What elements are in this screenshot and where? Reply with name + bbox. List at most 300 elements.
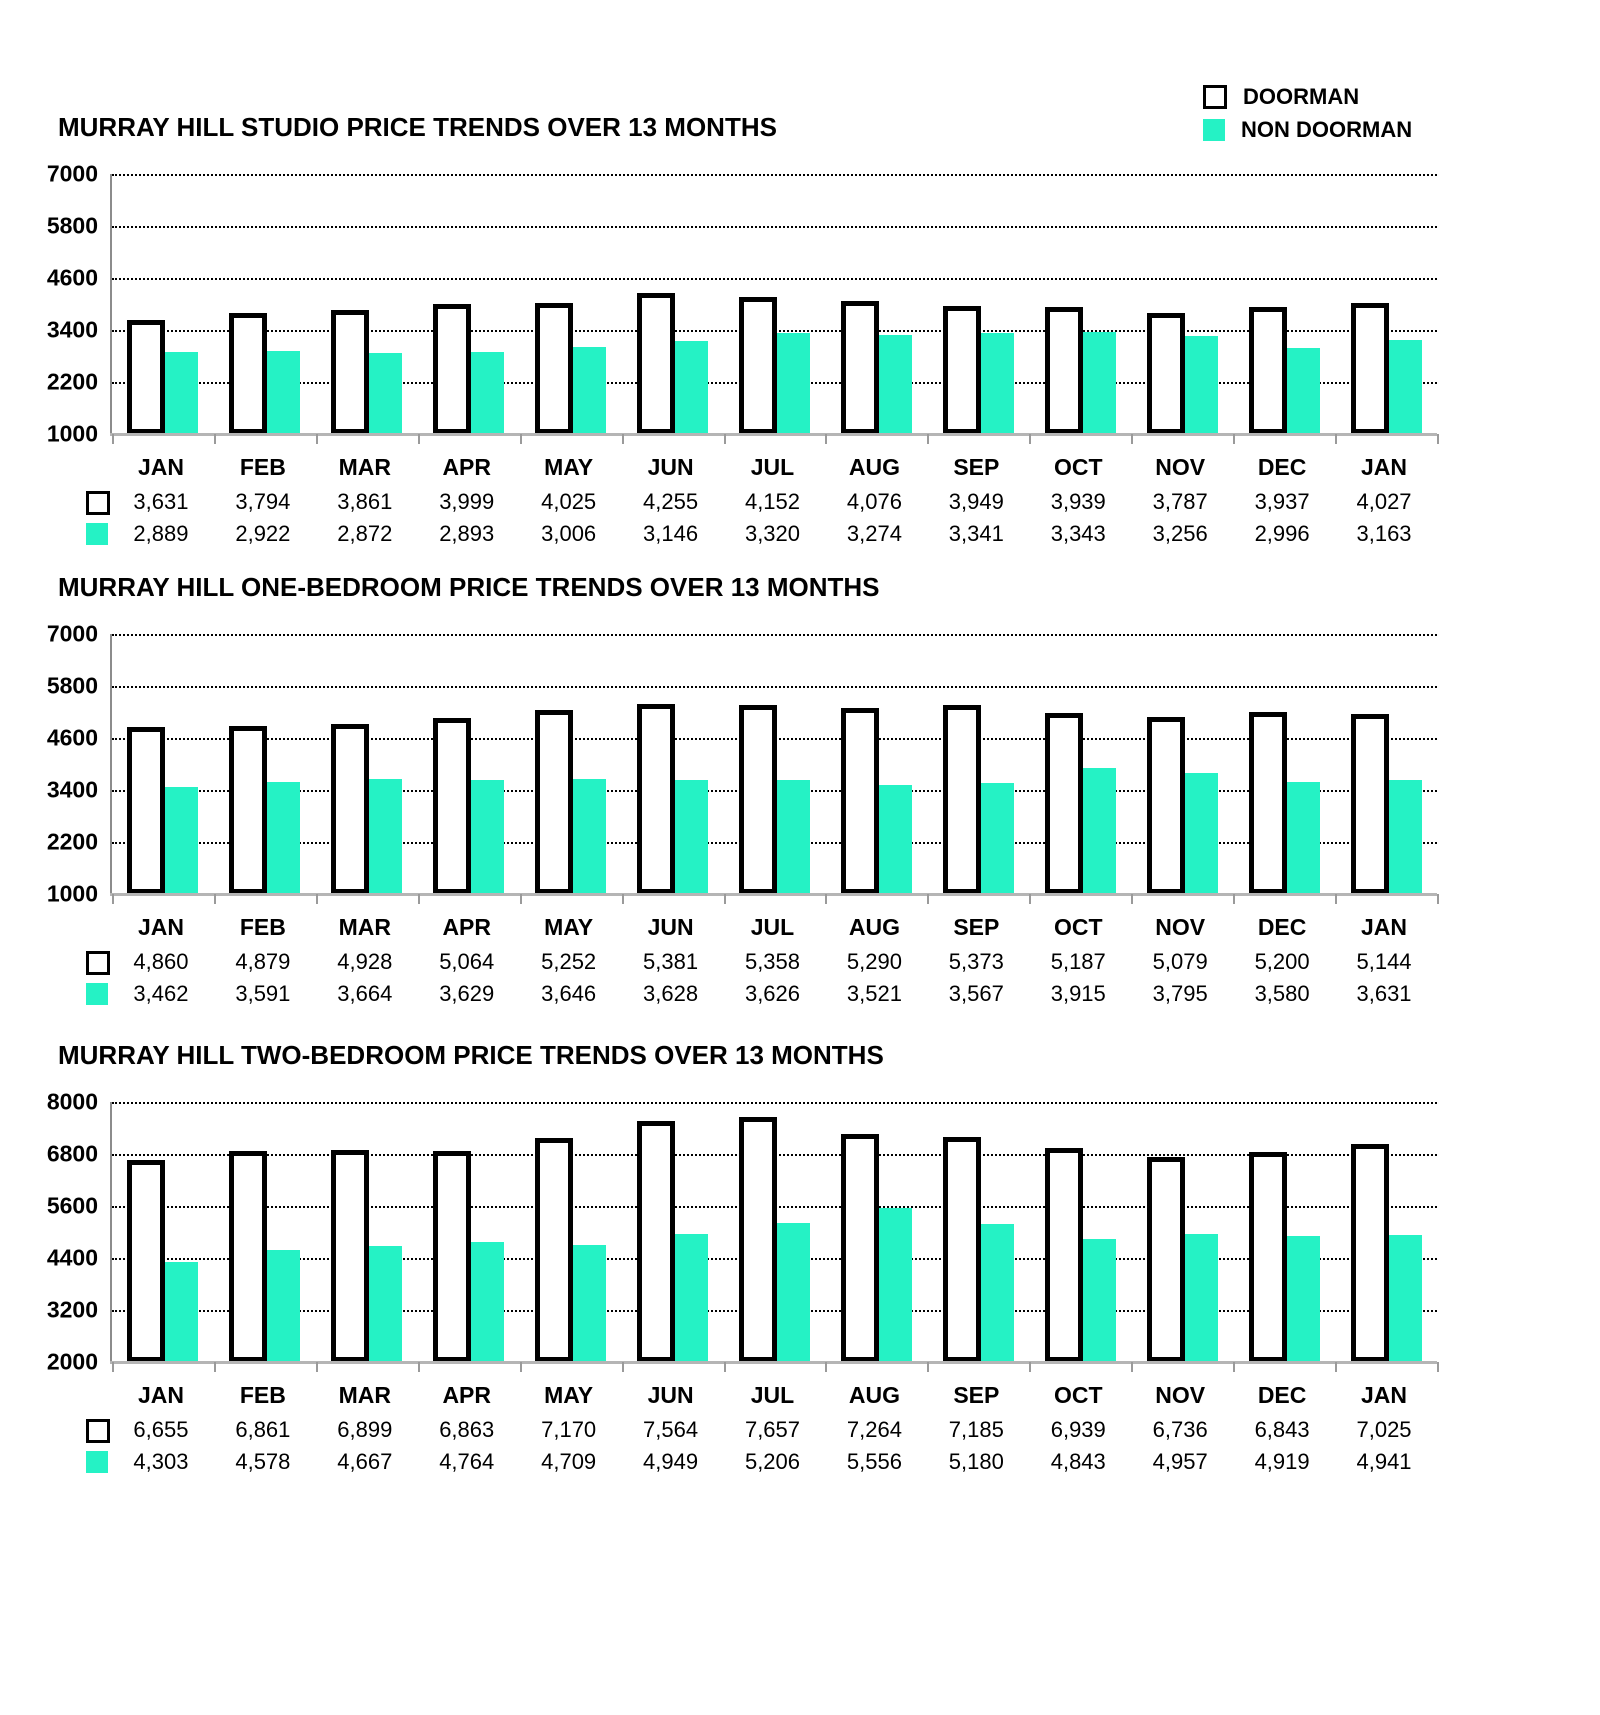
doorman-bar <box>1249 712 1287 894</box>
doorman-value-row <box>0 949 1600 977</box>
doorman-values <box>110 489 1435 515</box>
chart-title: MURRAY HILL STUDIO PRICE TRENDS OVER 13 MONTHS <box>58 112 777 142</box>
x-tick <box>1437 434 1439 444</box>
bar-group <box>112 727 214 894</box>
bar-group <box>1131 1157 1233 1362</box>
doorman-bar <box>433 718 471 894</box>
doorman-bar <box>841 708 879 894</box>
y-tick-label: 2000 <box>46 1348 98 1375</box>
doorman-value: 3,937 <box>1254 489 1310 514</box>
x-tick <box>316 894 318 904</box>
x-tick <box>1029 894 1031 904</box>
month-label: NOV <box>1155 1382 1206 1408</box>
month-label: OCT <box>1053 454 1103 480</box>
x-tick <box>927 894 929 904</box>
month-label: SEP <box>953 1382 1000 1408</box>
month-label: JAN <box>1361 914 1408 940</box>
month-label: DEC <box>1257 1382 1307 1408</box>
y-tick-label: 1000 <box>46 880 98 907</box>
month-label: FEB <box>239 454 286 480</box>
doorman-bar <box>1147 717 1185 894</box>
month-label: SEP <box>953 454 1000 480</box>
x-axis-labels <box>110 914 1435 941</box>
bar-group <box>622 1121 724 1362</box>
doorman-bar <box>1351 1144 1389 1362</box>
doorman-value: 7,564 <box>643 1417 699 1442</box>
y-tick-label: 3400 <box>46 776 98 803</box>
non-doorman-value: 5,180 <box>948 1449 1004 1474</box>
doorman-bar <box>943 1137 981 1362</box>
bar-group <box>724 1117 826 1362</box>
doorman-row-swatch-icon <box>86 491 110 515</box>
x-tick <box>1131 894 1133 904</box>
x-tick <box>1335 894 1337 904</box>
bar-group <box>1233 307 1335 434</box>
doorman-value: 6,736 <box>1152 1417 1208 1442</box>
bar-group <box>1233 1152 1335 1362</box>
month-label: MAR <box>338 914 391 940</box>
month-label: APR <box>442 1382 491 1408</box>
non-doorman-bar <box>675 780 708 894</box>
month-label: JAN <box>1361 454 1408 480</box>
x-tick <box>1233 1362 1235 1372</box>
two-bedroom-chart-section <box>0 1040 1600 1490</box>
y-tick-label: 7000 <box>46 620 98 647</box>
non-doorman-bar <box>1185 1234 1218 1362</box>
non-doorman-value: 3,343 <box>1050 521 1106 546</box>
bar-group <box>825 301 927 434</box>
doorman-value: 6,863 <box>439 1417 495 1442</box>
bar-group <box>520 1138 622 1362</box>
doorman-bar <box>739 705 777 894</box>
non-doorman-value-row <box>0 1449 1600 1477</box>
doorman-bar <box>1045 307 1083 434</box>
month-label: OCT <box>1053 914 1103 940</box>
non-doorman-value: 3,646 <box>541 981 597 1006</box>
non-doorman-row-swatch-icon <box>86 523 108 545</box>
y-tick-label: 5800 <box>46 212 98 239</box>
doorman-bar <box>637 704 675 894</box>
gridline <box>112 174 1437 176</box>
non-doorman-value: 4,949 <box>643 1449 699 1474</box>
bar-group <box>214 1151 316 1362</box>
non-doorman-values <box>110 1449 1435 1475</box>
month-label: JUL <box>750 1382 795 1408</box>
non-doorman-value: 3,521 <box>846 981 902 1006</box>
month-label: JAN <box>137 1382 184 1408</box>
month-label: SEP <box>953 914 1000 940</box>
bar-group <box>724 705 826 894</box>
non-doorman-bar <box>267 1250 300 1362</box>
non-doorman-value: 2,996 <box>1254 521 1310 546</box>
doorman-bar <box>943 705 981 894</box>
non-doorman-row-swatch-icon <box>86 1451 108 1473</box>
non-doorman-bar <box>267 351 300 434</box>
y-tick-label: 5600 <box>46 1192 98 1219</box>
non-doorman-bar <box>1083 1239 1116 1362</box>
non-doorman-value: 3,163 <box>1356 521 1412 546</box>
non-doorman-bar <box>1287 348 1320 434</box>
bar-group <box>316 1150 418 1362</box>
non-doorman-values <box>110 981 1435 1007</box>
x-axis-baseline <box>110 433 1437 436</box>
doorman-bar <box>1147 1157 1185 1362</box>
doorman-value: 5,373 <box>948 949 1004 974</box>
doorman-bar <box>535 710 573 894</box>
bar-group <box>927 705 1029 894</box>
doorman-value: 4,076 <box>846 489 902 514</box>
non-doorman-value: 3,256 <box>1152 521 1208 546</box>
x-tick <box>1335 1362 1337 1372</box>
non-doorman-value: 3,626 <box>744 981 801 1006</box>
x-axis-labels <box>110 1382 1435 1409</box>
non-doorman-value: 3,006 <box>541 521 597 546</box>
doorman-value: 3,787 <box>1152 489 1208 514</box>
non-doorman-bar <box>573 347 606 434</box>
doorman-value: 4,879 <box>235 949 291 974</box>
studio-chart-section <box>0 112 1600 562</box>
x-tick <box>418 434 420 444</box>
doorman-value: 5,252 <box>541 949 597 974</box>
month-label: AUG <box>848 454 900 480</box>
bar-group <box>214 726 316 894</box>
month-label: APR <box>442 454 491 480</box>
doorman-bar <box>1045 1148 1083 1362</box>
doorman-value: 4,860 <box>133 949 189 974</box>
month-label: JUN <box>647 914 694 940</box>
x-tick <box>622 894 624 904</box>
doorman-bar <box>331 310 369 434</box>
bar-group <box>825 708 927 894</box>
x-tick <box>724 894 726 904</box>
non-doorman-bar <box>1083 768 1116 894</box>
non-doorman-bar <box>981 783 1014 894</box>
doorman-row-swatch-icon <box>86 951 110 975</box>
legend-doorman-label: DOORMAN <box>1243 83 1360 109</box>
x-tick <box>418 1362 420 1372</box>
x-tick <box>1335 434 1337 444</box>
non-doorman-bar <box>981 333 1014 434</box>
month-label: MAY <box>544 1382 594 1408</box>
non-doorman-bar <box>471 352 504 434</box>
non-doorman-value: 5,206 <box>744 1449 801 1474</box>
gridline <box>112 278 1437 280</box>
doorman-values <box>110 949 1435 975</box>
doorman-value: 7,170 <box>541 1417 597 1442</box>
non-doorman-value: 3,795 <box>1152 981 1208 1006</box>
bar-group <box>927 1137 1029 1362</box>
non-doorman-bar <box>573 779 606 894</box>
non-doorman-value: 3,146 <box>643 521 699 546</box>
doorman-bar <box>331 724 369 894</box>
doorman-value: 7,025 <box>1356 1417 1412 1442</box>
non-doorman-bar <box>981 1224 1014 1362</box>
non-doorman-value: 4,957 <box>1152 1449 1208 1474</box>
doorman-value: 5,144 <box>1356 949 1412 974</box>
month-label: JUN <box>647 454 694 480</box>
x-tick <box>1233 894 1235 904</box>
doorman-bar <box>535 303 573 434</box>
non-doorman-bar <box>267 782 300 894</box>
x-tick <box>520 894 522 904</box>
x-tick <box>724 434 726 444</box>
bar-group <box>622 704 724 894</box>
doorman-bar <box>637 1121 675 1362</box>
one-bedroom-chart-section <box>0 572 1600 1022</box>
bar-group <box>927 306 1029 434</box>
chart-title: MURRAY HILL TWO-BEDROOM PRICE TRENDS OVER 13 MONTHS <box>58 1040 884 1070</box>
doorman-bar <box>739 297 777 434</box>
doorman-swatch-icon <box>1203 85 1227 109</box>
bar-group <box>418 304 520 434</box>
non-doorman-value-row <box>0 981 1600 1009</box>
non-doorman-bar <box>369 1246 402 1362</box>
plot-area <box>46 1088 1437 1375</box>
non-doorman-bar <box>369 353 402 434</box>
doorman-value: 5,200 <box>1254 949 1310 974</box>
x-tick <box>214 894 216 904</box>
x-tick <box>927 434 929 444</box>
doorman-value: 4,025 <box>541 489 597 514</box>
doorman-bar <box>433 1151 471 1362</box>
doorman-bar <box>1045 713 1083 894</box>
doorman-bar <box>1351 303 1389 434</box>
month-label: MAY <box>544 914 594 940</box>
non-doorman-value: 4,667 <box>337 1449 393 1474</box>
month-label: JAN <box>1361 1382 1408 1408</box>
non-doorman-bar <box>369 779 402 894</box>
x-tick <box>1029 434 1031 444</box>
month-label: JAN <box>137 454 184 480</box>
x-tick <box>214 434 216 444</box>
non-doorman-value: 3,915 <box>1050 981 1106 1006</box>
non-doorman-bar <box>573 1245 606 1362</box>
non-doorman-bar <box>1389 780 1422 894</box>
x-tick <box>1131 434 1133 444</box>
month-label: MAR <box>338 1382 391 1408</box>
bar-group <box>622 293 724 434</box>
doorman-value: 4,152 <box>744 489 801 514</box>
y-tick-label: 4400 <box>46 1244 98 1271</box>
doorman-bar <box>433 304 471 434</box>
x-tick <box>825 1362 827 1372</box>
x-tick <box>520 434 522 444</box>
non-doorman-value: 2,922 <box>235 521 291 546</box>
doorman-value-row <box>0 1417 1600 1445</box>
non-doorman-value: 3,274 <box>846 521 902 546</box>
x-tick <box>622 1362 624 1372</box>
y-tick-label: 2200 <box>46 368 98 395</box>
bar-group <box>1131 313 1233 434</box>
x-tick <box>1437 894 1439 904</box>
doorman-value: 5,064 <box>439 949 495 974</box>
doorman-value: 6,939 <box>1050 1417 1106 1442</box>
doorman-value-row <box>0 489 1600 517</box>
bar-group <box>825 1134 927 1362</box>
bar-group <box>724 297 826 434</box>
non-doorman-value: 3,567 <box>948 981 1004 1006</box>
y-tick-label: 3200 <box>46 1296 98 1323</box>
doorman-value: 6,899 <box>337 1417 393 1442</box>
doorman-bar <box>841 301 879 434</box>
non-doorman-bar <box>777 333 810 434</box>
x-tick <box>1437 1362 1439 1372</box>
non-doorman-value: 2,893 <box>439 521 495 546</box>
doorman-value: 3,631 <box>133 489 189 514</box>
gridline <box>112 226 1437 228</box>
x-tick <box>1131 1362 1133 1372</box>
x-tick <box>825 434 827 444</box>
y-tick-label: 4600 <box>46 724 98 751</box>
non-doorman-value-row <box>0 521 1600 549</box>
doorman-value: 5,290 <box>846 949 902 974</box>
y-tick-label: 7000 <box>46 160 98 187</box>
doorman-value: 7,185 <box>948 1417 1004 1442</box>
chart-title: MURRAY HILL ONE-BEDROOM PRICE TRENDS OVER 13 MONTHS <box>58 572 880 602</box>
y-tick-label: 6800 <box>46 1140 98 1167</box>
non-doorman-value: 4,919 <box>1254 1449 1310 1474</box>
non-doorman-bar <box>165 352 198 434</box>
non-doorman-value: 3,591 <box>235 981 291 1006</box>
non-doorman-bar <box>675 341 708 434</box>
doorman-value: 6,843 <box>1254 1417 1310 1442</box>
bar-group <box>214 313 316 434</box>
non-doorman-values <box>110 521 1435 547</box>
non-doorman-bar <box>1389 340 1422 434</box>
bar-group <box>112 320 214 434</box>
doorman-bar <box>1249 307 1287 434</box>
doorman-bar <box>229 726 267 894</box>
plot-area <box>46 620 1437 907</box>
x-tick <box>622 434 624 444</box>
doorman-value: 6,655 <box>133 1417 189 1442</box>
bar-group <box>1029 1148 1131 1362</box>
x-tick <box>927 1362 929 1372</box>
month-label: JUL <box>750 454 795 480</box>
non-doorman-bar <box>471 780 504 894</box>
month-label: AUG <box>848 914 900 940</box>
doorman-value: 3,861 <box>337 489 393 514</box>
bar-group <box>418 718 520 894</box>
non-doorman-bar <box>879 335 912 434</box>
non-doorman-value: 4,941 <box>1356 1449 1412 1474</box>
doorman-bar <box>841 1134 879 1362</box>
bar-group <box>1233 712 1335 894</box>
month-label: MAY <box>544 454 594 480</box>
doorman-bar <box>739 1117 777 1362</box>
non-doorman-value: 4,578 <box>235 1449 291 1474</box>
doorman-bar <box>943 306 981 434</box>
x-tick <box>1029 1362 1031 1372</box>
bar-group <box>112 1160 214 1362</box>
doorman-value: 5,187 <box>1050 949 1106 974</box>
y-tick-label: 5800 <box>46 672 98 699</box>
y-tick-label: 4600 <box>46 264 98 291</box>
month-label: OCT <box>1053 1382 1103 1408</box>
x-tick <box>520 1362 522 1372</box>
non-doorman-bar <box>879 1208 912 1362</box>
doorman-values <box>110 1417 1435 1443</box>
non-doorman-value: 3,628 <box>643 981 699 1006</box>
non-doorman-value: 3,631 <box>1356 981 1412 1006</box>
month-label: DEC <box>1257 914 1307 940</box>
x-tick <box>214 1362 216 1372</box>
non-doorman-bar <box>777 780 810 894</box>
y-tick-label: 8000 <box>46 1088 98 1115</box>
non-doorman-value: 3,320 <box>744 521 801 546</box>
month-label: DEC <box>1257 454 1307 480</box>
month-label: JUL <box>750 914 795 940</box>
doorman-value: 5,381 <box>643 949 699 974</box>
non-doorman-bar <box>1287 1236 1320 1362</box>
doorman-value: 6,861 <box>235 1417 291 1442</box>
bar-group <box>1335 303 1437 434</box>
doorman-bar <box>637 293 675 434</box>
month-label: NOV <box>1155 454 1206 480</box>
month-label: JUN <box>647 1382 694 1408</box>
bar-group <box>1029 713 1131 894</box>
non-doorman-bar <box>471 1242 504 1362</box>
month-label: NOV <box>1155 914 1206 940</box>
doorman-value: 7,264 <box>846 1417 902 1442</box>
doorman-value: 4,928 <box>337 949 393 974</box>
x-tick <box>112 1362 114 1372</box>
non-doorman-bar <box>675 1234 708 1362</box>
gridline <box>112 686 1437 688</box>
month-label: APR <box>442 914 491 940</box>
legend-item-doorman <box>1203 80 1412 113</box>
plot-area <box>46 160 1437 447</box>
doorman-bar <box>1351 714 1389 894</box>
doorman-bar <box>229 313 267 434</box>
non-doorman-value: 3,629 <box>439 981 495 1006</box>
non-doorman-row-swatch-icon <box>86 983 108 1005</box>
non-doorman-value: 3,664 <box>337 981 393 1006</box>
month-label: MAR <box>338 454 391 480</box>
x-tick <box>1233 434 1235 444</box>
non-doorman-value: 5,556 <box>846 1449 902 1474</box>
x-tick <box>112 434 114 444</box>
y-tick-label: 3400 <box>46 316 98 343</box>
doorman-value: 5,079 <box>1152 949 1208 974</box>
bar-group <box>316 724 418 894</box>
non-doorman-bar <box>1389 1235 1422 1362</box>
y-tick-label: 1000 <box>46 420 98 447</box>
x-tick <box>724 1362 726 1372</box>
non-doorman-value: 4,709 <box>541 1449 597 1474</box>
doorman-value: 5,358 <box>744 949 801 974</box>
month-label: FEB <box>239 914 286 940</box>
bar-group <box>1131 717 1233 894</box>
gridline <box>112 1102 1437 1104</box>
x-tick <box>112 894 114 904</box>
doorman-bar <box>127 320 165 434</box>
non-doorman-value: 3,462 <box>133 981 189 1006</box>
bar-group <box>418 1151 520 1362</box>
non-doorman-bar <box>1185 336 1218 434</box>
doorman-bar <box>229 1151 267 1362</box>
bar-group <box>520 303 622 434</box>
x-tick <box>316 434 318 444</box>
x-axis-baseline <box>110 893 1437 896</box>
doorman-value: 4,255 <box>643 489 699 514</box>
bar-group <box>520 710 622 894</box>
non-doorman-bar <box>777 1223 810 1362</box>
doorman-value: 4,027 <box>1356 489 1412 514</box>
non-doorman-bar <box>165 787 198 894</box>
doorman-row-swatch-icon <box>86 1419 110 1443</box>
non-doorman-value: 4,843 <box>1050 1449 1106 1474</box>
